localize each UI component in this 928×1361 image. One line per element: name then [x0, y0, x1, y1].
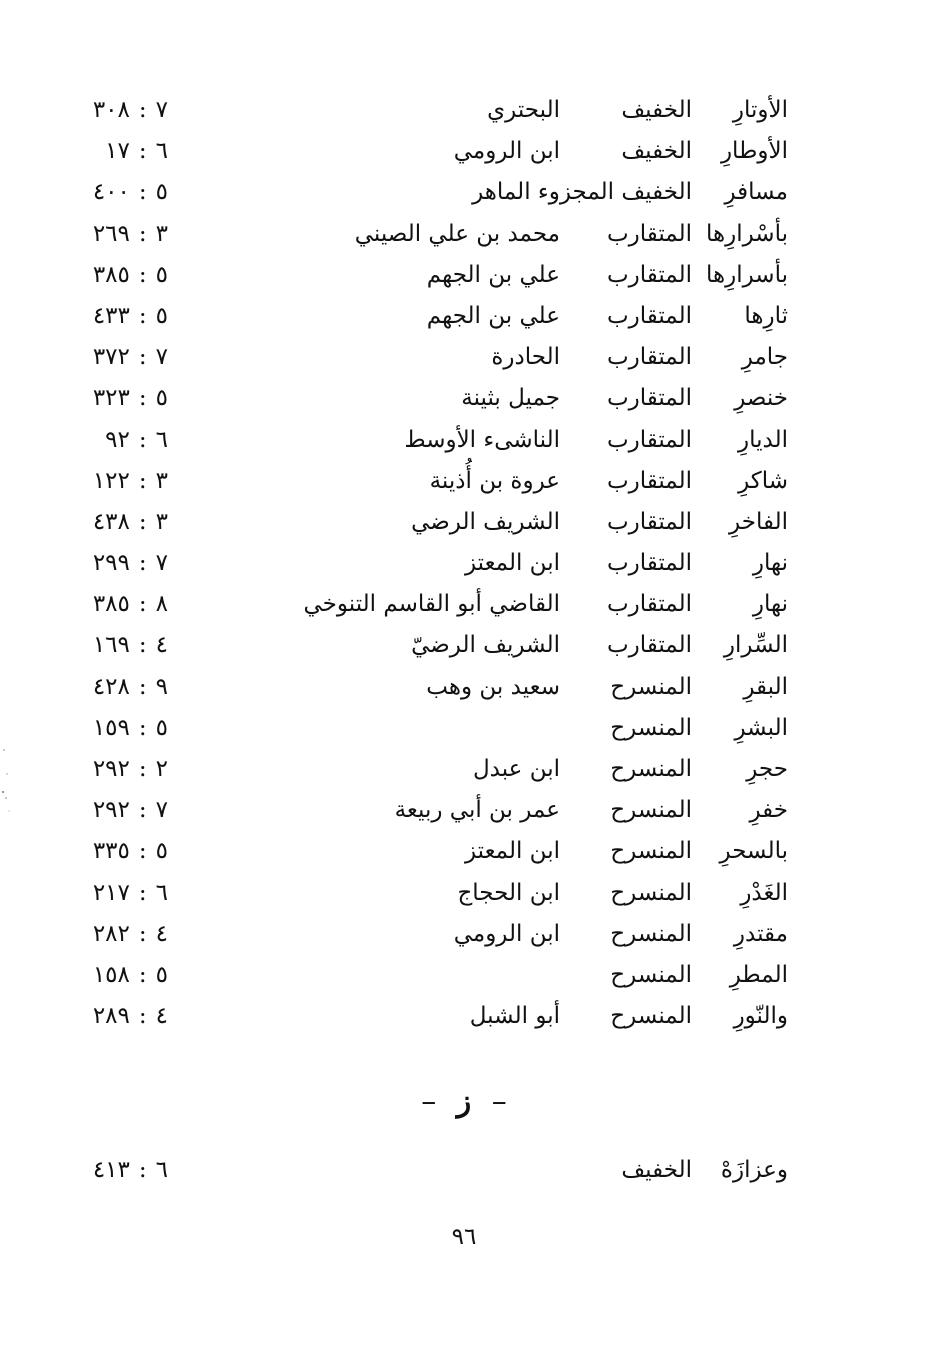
volume-page-reference — [80, 543, 168, 584]
index-entry — [0, 584, 928, 625]
rhyme-word: الفاخرِ — [729, 508, 788, 535]
rhyme-index-list-section — [0, 1150, 928, 1191]
volume-page-reference — [80, 584, 168, 625]
meter-name: المتقارب — [606, 302, 692, 329]
poet-name: عروة بن أُذينة — [429, 467, 560, 494]
page-ref: ٢٨٢ — [92, 920, 130, 947]
volume-ref: ٦ — [155, 426, 168, 453]
rhyme-word: نهارِ — [752, 550, 788, 577]
meter-name: المتقارب — [606, 261, 692, 288]
volume-page-reference — [80, 625, 168, 666]
meter-name: المتقارب — [606, 550, 692, 577]
index-entry — [0, 625, 928, 666]
ref-separator: : — [138, 1003, 147, 1030]
volume-page-reference — [80, 708, 168, 749]
volume-page-reference — [80, 873, 168, 914]
meter-name: المتقارب — [606, 632, 692, 659]
page-ref: ٢٨٩ — [92, 1003, 130, 1030]
ref-separator: : — [138, 1157, 147, 1183]
page-ref: ٢٩٩ — [92, 550, 130, 577]
index-entry — [0, 831, 928, 872]
page-ref: ٢١٧ — [92, 879, 130, 906]
volume-page-reference — [80, 214, 168, 255]
page-ref: ٣٨٥ — [92, 261, 130, 288]
ref-separator: : — [138, 920, 147, 947]
page-ref: ٣٧٢ — [92, 344, 130, 371]
index-entry — [0, 502, 928, 543]
rhyme-word: مسافرِ — [724, 179, 788, 206]
meter-name: المتقارب — [606, 467, 692, 494]
meter-name: المنسرح — [610, 797, 692, 824]
volume-page-reference — [80, 1150, 168, 1191]
rhyme-word: ثارِها — [744, 302, 788, 329]
rhyme-word: بالسحرِ — [719, 838, 788, 865]
rhyme-word: بأسرارِها — [705, 261, 788, 288]
page-ref: ٢٩٢ — [92, 756, 130, 782]
index-entry — [0, 749, 928, 790]
volume-page-reference — [80, 172, 168, 213]
volume-page-reference — [80, 461, 168, 502]
rhyme-word: الأوطارِ — [720, 138, 788, 165]
heading-dash: – — [421, 1084, 437, 1119]
page-ref: ٣٠٨ — [92, 97, 130, 123]
meter-name: المنسرح — [610, 838, 692, 865]
volume-page-reference — [80, 667, 168, 708]
poet-name: الشريف الرضيّ — [411, 632, 560, 659]
index-entry — [0, 667, 928, 708]
meter-name: المتقارب — [606, 591, 692, 618]
volume-ref: ٤ — [155, 1003, 168, 1030]
page-number: ٩٦ — [451, 1224, 477, 1250]
volume-ref: ٧ — [155, 797, 168, 824]
rhyme-word: بأسْرارِها — [705, 220, 788, 247]
rhyme-word: جامرِ — [741, 344, 788, 371]
ref-separator: : — [138, 261, 147, 288]
meter-name: المتقارب — [606, 385, 692, 412]
ref-separator: : — [138, 632, 147, 659]
poet-name: ابن عبدل — [472, 756, 560, 782]
index-entry — [0, 543, 928, 584]
heading-letter: ز — [456, 1084, 472, 1119]
rhyme-word: البشرِ — [734, 714, 788, 741]
ref-separator: : — [138, 344, 147, 371]
volume-page-reference — [80, 831, 168, 872]
volume-page-reference — [80, 749, 168, 790]
poet-name: القاضي أبو القاسم التنوخي — [303, 591, 560, 618]
rhyme-word: والنّورِ — [733, 1003, 788, 1030]
volume-page-reference — [80, 255, 168, 296]
section-heading — [0, 1084, 928, 1119]
page-ref: ٢٩٢ — [92, 797, 130, 824]
rhyme-word: الديارِ — [738, 426, 788, 453]
poet-name: ابن الرومي — [453, 920, 560, 947]
poet-name: محمد بن علي الصيني — [354, 220, 560, 247]
poet-name: ابن الحجاج — [457, 879, 560, 906]
ref-separator: : — [138, 673, 147, 700]
volume-ref: ٣ — [155, 467, 168, 494]
volume-page-reference — [80, 420, 168, 461]
meter-name: الخفيف — [621, 1157, 692, 1183]
page-ref: ١٢٢ — [92, 467, 130, 494]
poet-name: ابن المعتز — [464, 550, 560, 577]
meter-name: المتقارب — [606, 344, 692, 371]
page-ref: ٣٣٥ — [92, 838, 130, 865]
poet-name: سعيد بن وهب — [426, 673, 560, 700]
index-entry — [0, 873, 928, 914]
volume-page-reference — [80, 502, 168, 543]
ref-separator: : — [138, 179, 147, 206]
volume-ref: ٦ — [155, 138, 168, 165]
volume-ref: ٧ — [155, 344, 168, 371]
volume-ref: ٤ — [155, 632, 168, 659]
meter-name: المنسرح — [610, 714, 692, 741]
poet-name: عمر بن أبي ربيعة — [394, 797, 560, 824]
volume-ref: ٣ — [155, 508, 168, 535]
meter-name: المنسرح — [610, 879, 692, 906]
page-ref: ١٥٩ — [92, 714, 130, 741]
rhyme-word: البقرِ — [743, 673, 788, 700]
volume-ref: ٥ — [155, 302, 168, 329]
heading-dash: – — [491, 1084, 507, 1119]
volume-ref: ٥ — [155, 961, 168, 988]
index-entry — [0, 172, 928, 213]
ref-separator: : — [138, 797, 147, 824]
index-entry — [0, 790, 928, 831]
poet-name: علي بن الجهم — [426, 302, 560, 329]
meter-name: المنسرح — [610, 961, 692, 988]
rhyme-word: المطرِ — [729, 961, 788, 988]
rhyme-word: خفرِ — [749, 797, 788, 824]
volume-page-reference — [80, 378, 168, 419]
index-entry — [0, 420, 928, 461]
ref-separator: : — [138, 961, 147, 988]
index-entry — [0, 955, 928, 996]
page-ref: ٣٢٣ — [92, 385, 130, 412]
ref-separator: : — [138, 591, 147, 618]
page-ref: ٢٦٩ — [92, 220, 130, 247]
ref-separator: : — [138, 879, 147, 906]
poet-name: الشريف الرضي — [411, 508, 560, 535]
rhyme-word: مقتدرِ — [733, 920, 788, 947]
meter-name: المنسرح — [610, 1003, 692, 1030]
page-ref: ٤١٣ — [92, 1157, 130, 1183]
rhyme-word: الأوتارِ — [732, 97, 788, 123]
index-entry — [0, 461, 928, 502]
page-ref: ٤٠٠ — [92, 179, 130, 206]
poet-name: ابن الرومي — [453, 138, 560, 165]
ref-separator: : — [138, 97, 147, 123]
meter-name: المتقارب — [606, 508, 692, 535]
rhyme-index-list — [0, 90, 928, 1037]
ref-separator: : — [138, 220, 147, 247]
ref-separator: : — [138, 756, 147, 782]
volume-ref: ٥ — [155, 838, 168, 865]
volume-page-reference — [80, 914, 168, 955]
index-entry — [0, 914, 928, 955]
volume-page-reference — [80, 996, 168, 1037]
index-entry — [0, 378, 928, 419]
volume-ref: ٣ — [155, 220, 168, 247]
index-entry — [0, 1150, 928, 1191]
meter-name: المتقارب — [606, 426, 692, 453]
volume-ref: ٦ — [155, 1157, 168, 1183]
index-entry — [0, 996, 928, 1037]
volume-page-reference — [80, 90, 168, 131]
ref-separator: : — [138, 508, 147, 535]
meter-name: المنسرح — [610, 756, 692, 782]
poet-name: جميل بثينة — [461, 385, 560, 412]
volume-ref: ٥ — [155, 385, 168, 412]
meter-name: المنسرح — [610, 920, 692, 947]
rhyme-word: الغَدْرِ — [740, 879, 788, 906]
meter-name: المتقارب — [606, 220, 692, 247]
poet-name: علي بن الجهم — [426, 261, 560, 288]
volume-ref: ٨ — [155, 591, 168, 618]
index-entry — [0, 337, 928, 378]
poet-name: ابن المعتز — [464, 838, 560, 865]
volume-ref: ٧ — [155, 97, 168, 123]
page-ref: ٤٣٣ — [92, 302, 130, 329]
volume-ref: ٧ — [155, 550, 168, 577]
volume-ref: ٦ — [155, 879, 168, 906]
ref-separator: : — [138, 550, 147, 577]
page-ref: ٤٢٨ — [92, 673, 130, 700]
poet-name: الحادرة — [491, 344, 560, 371]
volume-ref: ٥ — [155, 179, 168, 206]
ref-separator: : — [138, 838, 147, 865]
rhyme-word: نهارِ — [752, 591, 788, 618]
ref-separator: : — [138, 138, 147, 165]
ref-separator: : — [138, 302, 147, 329]
volume-ref: ٥ — [155, 714, 168, 741]
page-ref: ١٦٩ — [92, 632, 130, 659]
index-entry — [0, 296, 928, 337]
volume-ref: ٢ — [155, 756, 168, 782]
page-ref: ٣٨٥ — [92, 591, 130, 618]
poet-name: الناشىء الأوسط — [404, 426, 560, 453]
meter-name: الخفيف — [621, 97, 692, 123]
rhyme-word: خنصرِ — [734, 385, 788, 412]
rhyme-word: شاكرِ — [738, 467, 788, 494]
poet-name: البحتري — [487, 97, 560, 123]
index-entry — [0, 708, 928, 749]
ref-separator: : — [138, 426, 147, 453]
index-entry — [0, 131, 928, 172]
scan-edge-marks — [0, 740, 14, 830]
page-ref: ٩٢ — [105, 426, 130, 453]
page-ref: ١٧ — [105, 138, 130, 165]
ref-separator: : — [138, 385, 147, 412]
volume-ref: ٩ — [155, 673, 168, 700]
index-entry — [0, 255, 928, 296]
meter-name: المنسرح — [610, 673, 692, 700]
volume-ref: ٤ — [155, 920, 168, 947]
meter-name: الخفيف المجزوء الماهر — [472, 179, 692, 206]
index-entry — [0, 214, 928, 255]
volume-page-reference — [80, 296, 168, 337]
poet-name: أبو الشبل — [469, 1003, 560, 1030]
page-ref: ١٥٨ — [92, 961, 130, 988]
volume-page-reference — [80, 337, 168, 378]
rhyme-word: وعزازَهْ — [720, 1157, 788, 1183]
volume-page-reference — [80, 131, 168, 172]
page-ref: ٤٣٨ — [92, 508, 130, 535]
rhyme-word: حجرِ — [746, 756, 788, 782]
volume-ref: ٥ — [155, 261, 168, 288]
volume-page-reference — [80, 955, 168, 996]
ref-separator: : — [138, 467, 147, 494]
ref-separator: : — [138, 714, 147, 741]
meter-name: الخفيف — [621, 138, 692, 165]
index-entry — [0, 90, 928, 131]
rhyme-word: السِّرارِ — [723, 632, 788, 659]
volume-page-reference — [80, 790, 168, 831]
